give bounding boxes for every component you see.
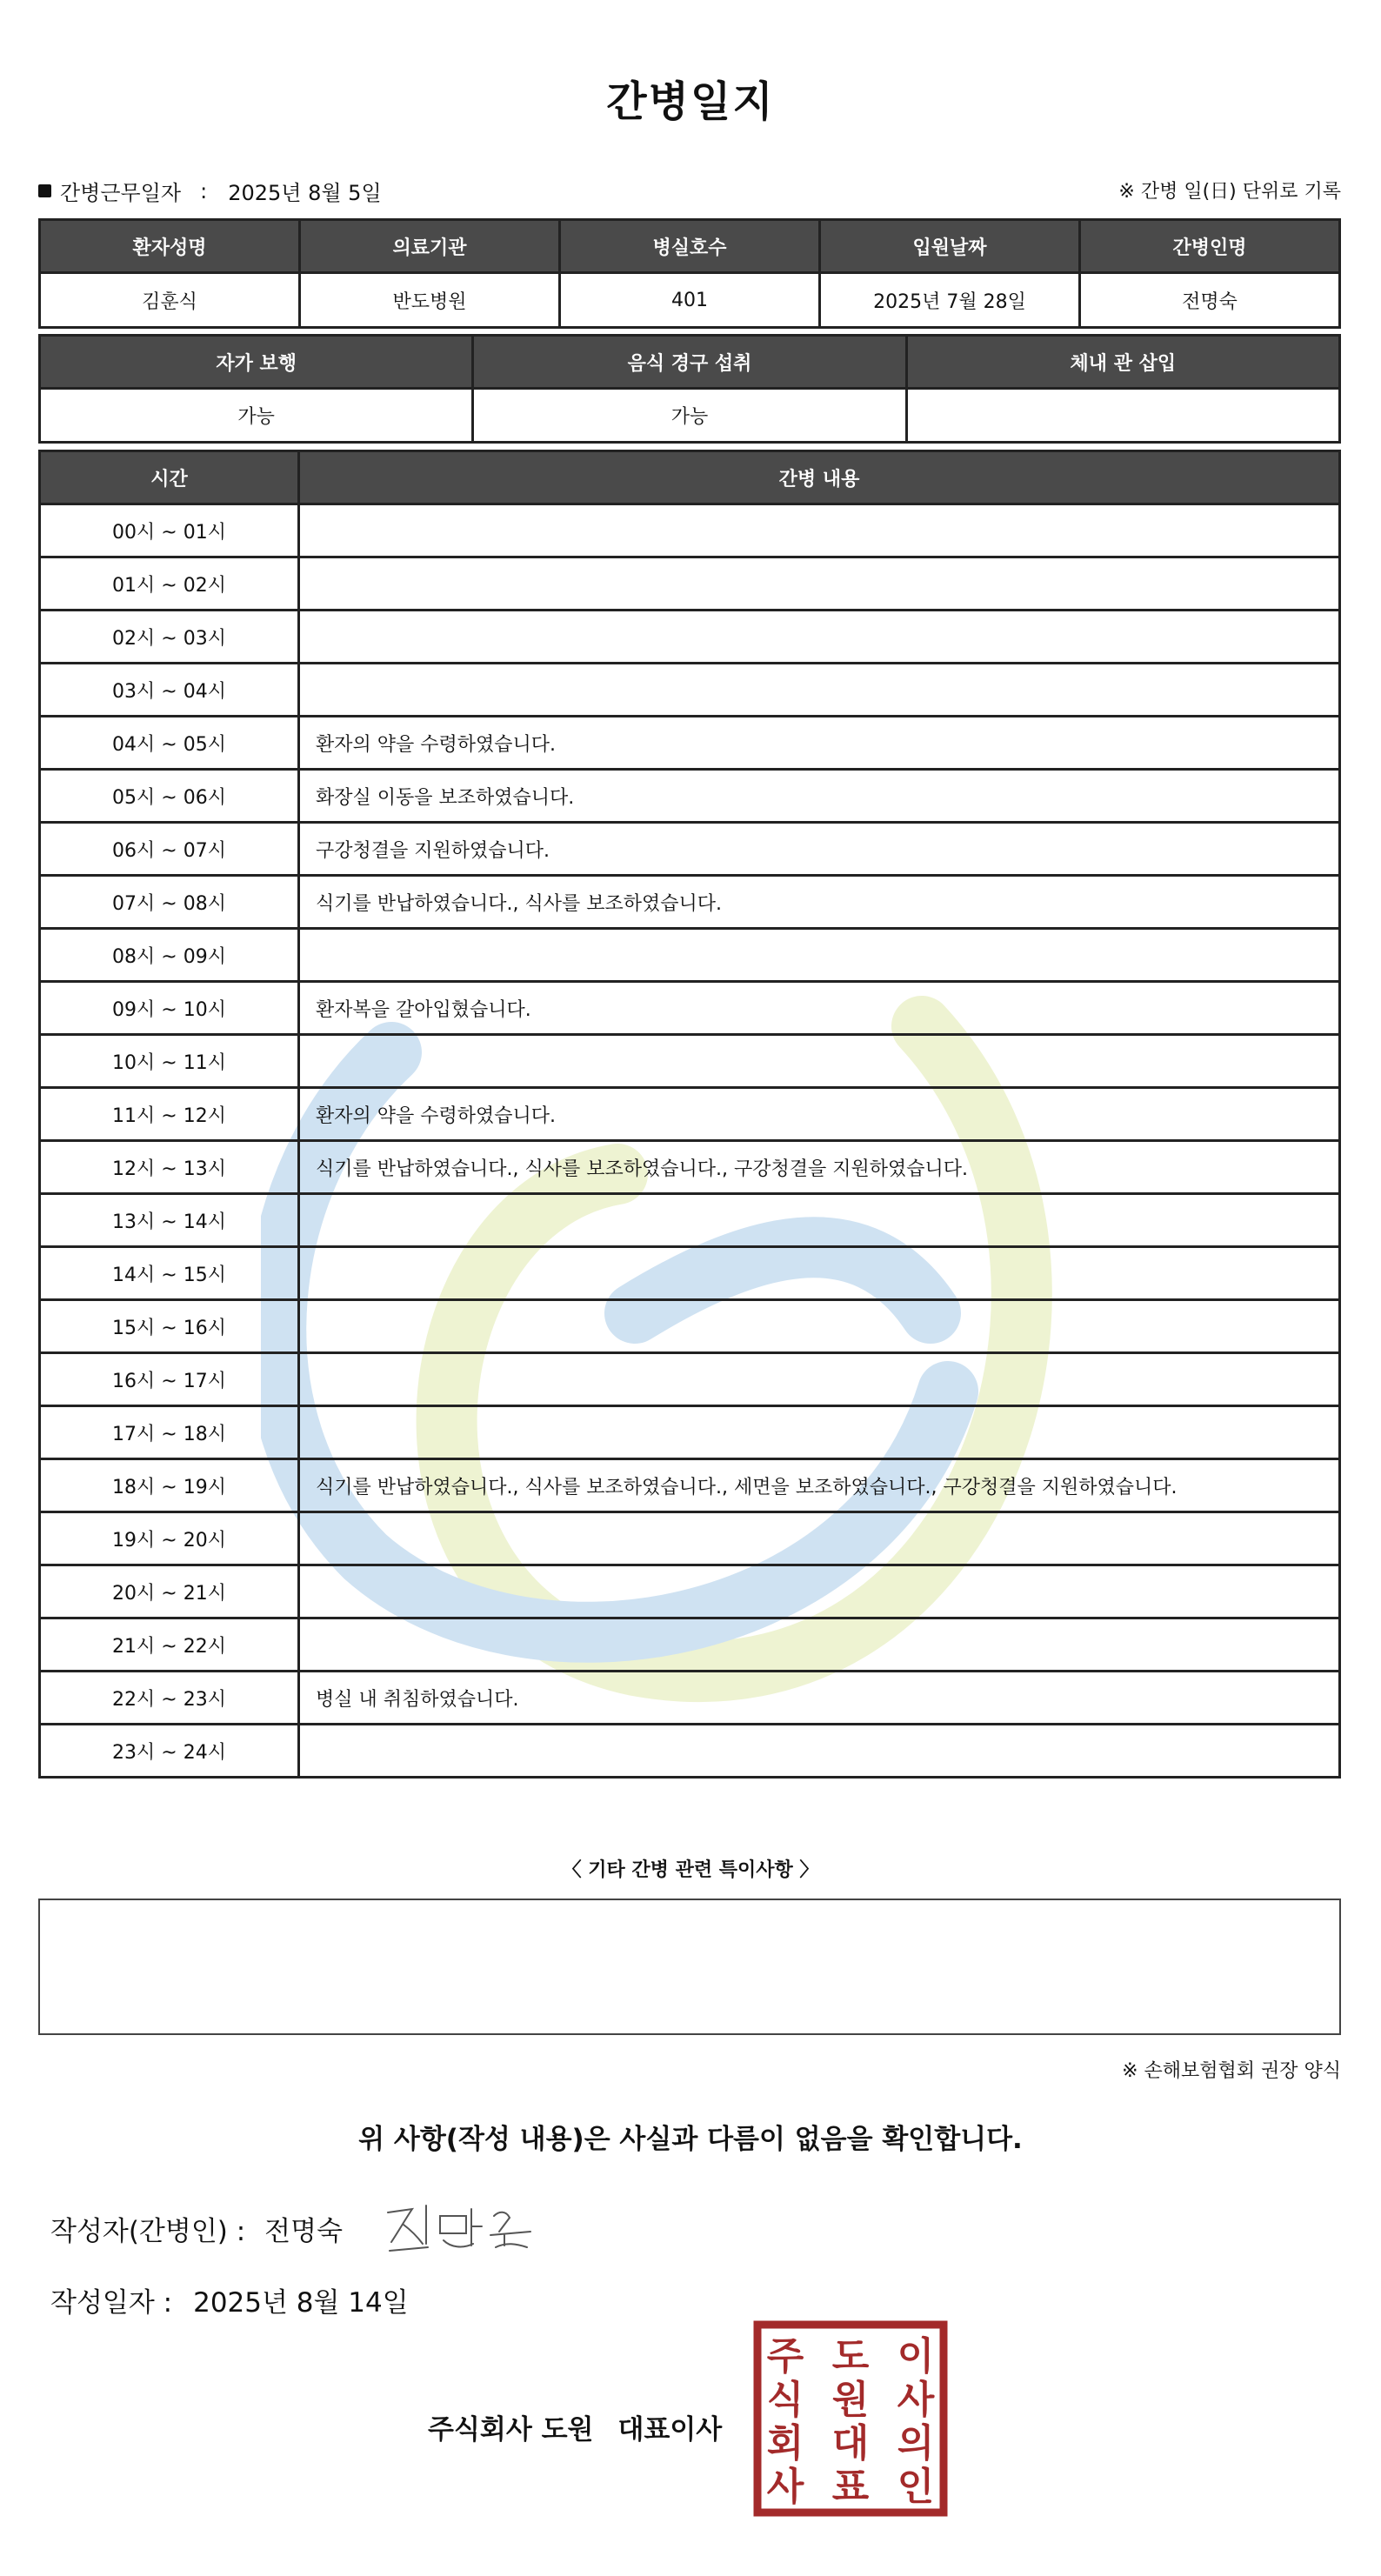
seal-glyph: 인 [897, 2465, 935, 2509]
log-row [40, 1141, 1340, 1194]
log-time: 09시 ~ 10시 [40, 982, 299, 1035]
log-time: 06시 ~ 07시 [40, 823, 299, 876]
log-note [299, 1353, 1340, 1406]
log-note [299, 611, 1340, 664]
header-hospital: 의료기관 [300, 220, 560, 273]
company-seal-stamp [753, 2320, 948, 2517]
seal-glyph: 도 [831, 2334, 870, 2379]
confirmation-statement: 위 사항(작성 내용)은 사실과 다름이 없음을 확인합니다. [358, 2124, 1023, 2155]
log-time: 23시 ~ 24시 [40, 1725, 299, 1778]
log-row [40, 1300, 1340, 1353]
header-admission-date: 입원날짜 [820, 220, 1080, 273]
log-time: 20시 ~ 21시 [40, 1565, 299, 1618]
work-date-value: 2025년 8월 5일 [228, 181, 382, 205]
log-row [40, 1512, 1340, 1565]
log-note: 식기를 반납하였습니다., 식사를 보조하였습니다., 구강청결을 지원하였습니다. [299, 1141, 1340, 1194]
recommend-note: ※ 손해보험협회 권장 양식 [1122, 2060, 1341, 2082]
log-time: 14시 ~ 15시 [40, 1247, 299, 1300]
unit-note: ※ 간병 일(日) 단위로 기록 [1118, 181, 1341, 203]
seal-glyph: 사 [766, 2465, 804, 2509]
special-notes-title: 〈 기타 간병 관련 특이사항 〉 [562, 1859, 819, 1881]
log-row [40, 557, 1340, 611]
log-time: 05시 ~ 06시 [40, 770, 299, 823]
log-row [40, 876, 1340, 929]
company-name: 주식회사 도원 [428, 2414, 594, 2446]
log-time: 03시 ~ 04시 [40, 664, 299, 717]
care-log-table [38, 450, 1341, 1779]
log-note: 병실 내 취침하였습니다. [299, 1672, 1340, 1725]
written-date-row [50, 2280, 409, 2319]
self-walking-value: 가능 [40, 389, 473, 443]
log-time: 21시 ~ 22시 [40, 1618, 299, 1672]
header-care-content: 간병 내용 [299, 451, 1340, 504]
log-row [40, 1618, 1340, 1672]
room-number: 401 [560, 273, 820, 328]
tube-insertion-value [906, 389, 1339, 443]
log-row [40, 1725, 1340, 1778]
log-note: 식기를 반납하였습니다., 식사를 보조하였습니다., 세면을 보조하였습니다., 구강청결을 지원하였습니다. [299, 1459, 1340, 1512]
log-note: 화장실 이동을 보조하였습니다. [299, 770, 1340, 823]
seal-glyph: 이 [897, 2334, 935, 2379]
log-row [40, 1194, 1340, 1247]
log-time: 11시 ~ 12시 [40, 1088, 299, 1141]
special-notes-box [38, 1899, 1341, 2035]
seal-glyph: 사 [897, 2378, 935, 2422]
log-row [40, 1035, 1340, 1088]
company-row [428, 2407, 722, 2446]
log-note [299, 1565, 1340, 1618]
log-note [299, 1194, 1340, 1247]
log-row [40, 1353, 1340, 1406]
admission-date: 2025년 7월 28일 [820, 273, 1080, 328]
writer-name: 전명숙 [264, 2216, 344, 2247]
work-date-colon: : [200, 178, 208, 204]
log-time: 13시 ~ 14시 [40, 1194, 299, 1247]
log-note [299, 1406, 1340, 1459]
header-patient-name: 환자성명 [40, 220, 300, 273]
log-note [299, 1300, 1340, 1353]
log-note: 구강청결을 지원하였습니다. [299, 823, 1340, 876]
seal-glyph: 회 [766, 2421, 804, 2466]
log-row [40, 1459, 1340, 1512]
log-note [299, 929, 1340, 982]
log-time: 04시 ~ 05시 [40, 717, 299, 770]
seal-glyph: 원 [831, 2378, 870, 2422]
log-row [40, 1565, 1340, 1618]
log-time: 17시 ~ 18시 [40, 1406, 299, 1459]
seal-glyph: 의 [897, 2421, 935, 2466]
log-note [299, 557, 1340, 611]
log-note: 식기를 반납하였습니다., 식사를 보조하였습니다. [299, 876, 1340, 929]
log-row [40, 1672, 1340, 1725]
log-row [40, 504, 1340, 557]
representative-title: 대표이사 [617, 2414, 723, 2446]
log-row [40, 717, 1340, 770]
log-note [299, 1725, 1340, 1778]
log-note [299, 504, 1340, 557]
care-log-body [40, 504, 1340, 1778]
log-time: 02시 ~ 03시 [40, 611, 299, 664]
log-time: 01시 ~ 02시 [40, 557, 299, 611]
writer-row [50, 2209, 343, 2248]
bullet-square-icon [38, 184, 51, 197]
header-room-number: 병실호수 [560, 220, 820, 273]
log-time: 16시 ~ 17시 [40, 1353, 299, 1406]
seal-glyph: 식 [766, 2378, 804, 2422]
header-time: 시간 [40, 451, 299, 504]
caregiver-name: 전명숙 [1080, 273, 1340, 328]
log-row [40, 1247, 1340, 1300]
log-note: 환자복을 갈아입혔습니다. [299, 982, 1340, 1035]
log-note: 환자의 약을 수령하였습니다. [299, 717, 1340, 770]
log-time: 18시 ~ 19시 [40, 1459, 299, 1512]
log-time: 19시 ~ 20시 [40, 1512, 299, 1565]
log-row [40, 982, 1340, 1035]
log-note [299, 1618, 1340, 1672]
patient-name: 김훈식 [40, 273, 300, 328]
seal-glyph: 표 [831, 2465, 870, 2509]
written-date-value: 2025년 8월 14일 [193, 2287, 409, 2319]
log-time: 00시 ~ 01시 [40, 504, 299, 557]
log-time: 15시 ~ 16시 [40, 1300, 299, 1353]
writer-label: 작성자(간병인) : [50, 2216, 246, 2247]
log-note: 환자의 약을 수령하였습니다. [299, 1088, 1340, 1141]
log-time: 22시 ~ 23시 [40, 1672, 299, 1725]
log-note [299, 664, 1340, 717]
document-title: 간병일지 [606, 77, 775, 126]
log-time: 12시 ~ 13시 [40, 1141, 299, 1194]
log-row [40, 1088, 1340, 1141]
log-row [40, 929, 1340, 982]
log-note [299, 1247, 1340, 1300]
log-row [40, 664, 1340, 717]
patient-status-table [38, 334, 1341, 444]
header-self-walking: 자가 보행 [40, 336, 473, 389]
log-note [299, 1035, 1340, 1088]
oral-intake-value: 가능 [473, 389, 906, 443]
log-row [40, 1406, 1340, 1459]
handwritten-signature [383, 2193, 539, 2259]
seal-glyph: 주 [766, 2334, 804, 2379]
log-note [299, 1512, 1340, 1565]
header-oral-intake: 음식 경구 섭취 [473, 336, 906, 389]
log-time: 07시 ~ 08시 [40, 876, 299, 929]
header-tube-insertion: 체내 관 삽입 [906, 336, 1339, 389]
log-row [40, 823, 1340, 876]
log-time: 10시 ~ 11시 [40, 1035, 299, 1088]
log-row [40, 611, 1340, 664]
work-date-row [38, 176, 382, 206]
hospital-name: 반도병원 [300, 273, 560, 328]
patient-info-table [38, 218, 1341, 329]
log-time: 08시 ~ 09시 [40, 929, 299, 982]
work-date-label: 간병근무일자 [60, 181, 182, 205]
seal-glyph: 대 [831, 2421, 870, 2466]
written-date-label: 작성일자 : [50, 2287, 173, 2319]
log-row [40, 770, 1340, 823]
header-caregiver-name: 간병인명 [1080, 220, 1340, 273]
